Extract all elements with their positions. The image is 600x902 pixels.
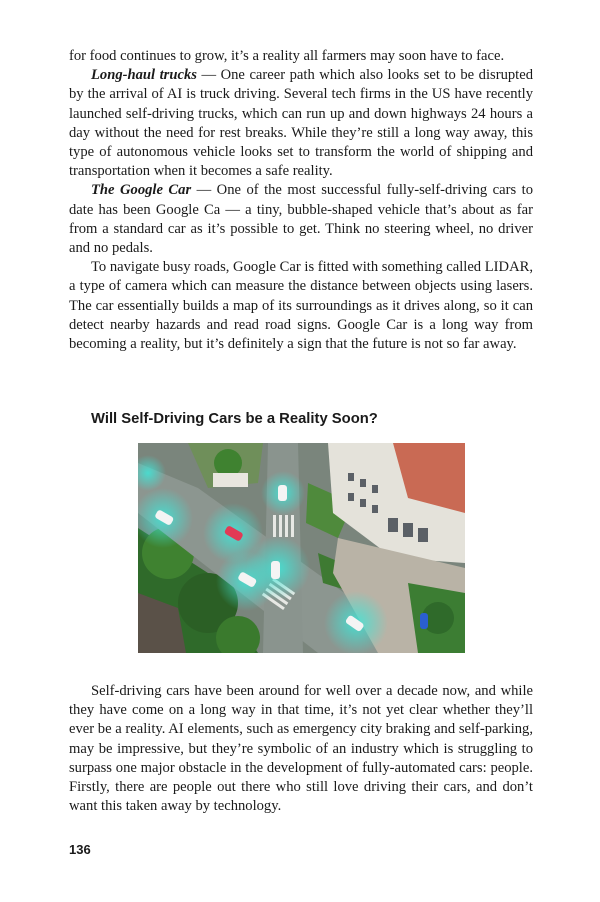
body-text-bottom bbox=[69, 682, 533, 816]
paragraph-text: To navigate busy roads, Google Car is fitted with something called LIDAR, a type of camera which can measure the distance between objects using lasers. The car essentially builds a map of its surroundings as it drives along, so it can detect nearby hazards and read road signs. Google Car is a long way from becoming a reality, but it’s definitely a sign that the future is not so far away. bbox=[69, 259, 533, 353]
paragraph-lidar bbox=[69, 258, 533, 354]
run-in-heading-long-haul-trucks: Long-haul trucks bbox=[91, 67, 197, 84]
page-number: 136 bbox=[69, 842, 91, 857]
paragraph-self-driving-reality bbox=[69, 682, 533, 816]
body-text-top bbox=[69, 47, 533, 354]
run-in-heading-google-car: The Google Car bbox=[91, 182, 192, 199]
section-heading: Will Self-Driving Cars be a Reality Soon? bbox=[91, 411, 378, 427]
aerial-city-intersection-image bbox=[138, 443, 465, 653]
paragraph-text: for food continues to grow, it’s a reality all farmers may soon have to face. bbox=[69, 48, 505, 64]
paragraph-farming-continuation bbox=[69, 47, 533, 66]
paragraph-google-car bbox=[69, 181, 533, 258]
paragraph-text: Self-driving cars have been around for well over a decade now, and while they have come on a long way in that time, it’s not yet clear whether they’ll ever be a reality. AI elements, such as emergency city braking and self-parking, may be impressive, but they’re symbolic of an industry which is struggling to surpass one major obstacle in the development of fully-automated cars: people. Firstly, there are people out there who still love driving their cars, and don’t want this taken away by technology. bbox=[69, 683, 533, 815]
paragraph-text: — One of the most successful fully-self-driving cars to date has been Google Ca — a tiny, bubble-shaped vehicle that’s about as far from a standard car as it’s possible to get. Think no steering wheel, no driver and no pedals. bbox=[69, 182, 533, 257]
paragraph-text: — One career path which also looks set to be disrupted by the arrival of AI is truck driving. Several tech firms in the US have recently launched self-driving trucks, which can run up and down highways 24 hours a day without the need for rest breaks. While they’re still a long way away, this type of autonomous vehicle looks set to transform the world of shipping and transportation when it becomes a safe reality. bbox=[69, 67, 533, 180]
paragraph-long-haul-trucks bbox=[69, 66, 533, 181]
self-driving-cars-illustration bbox=[138, 443, 465, 653]
